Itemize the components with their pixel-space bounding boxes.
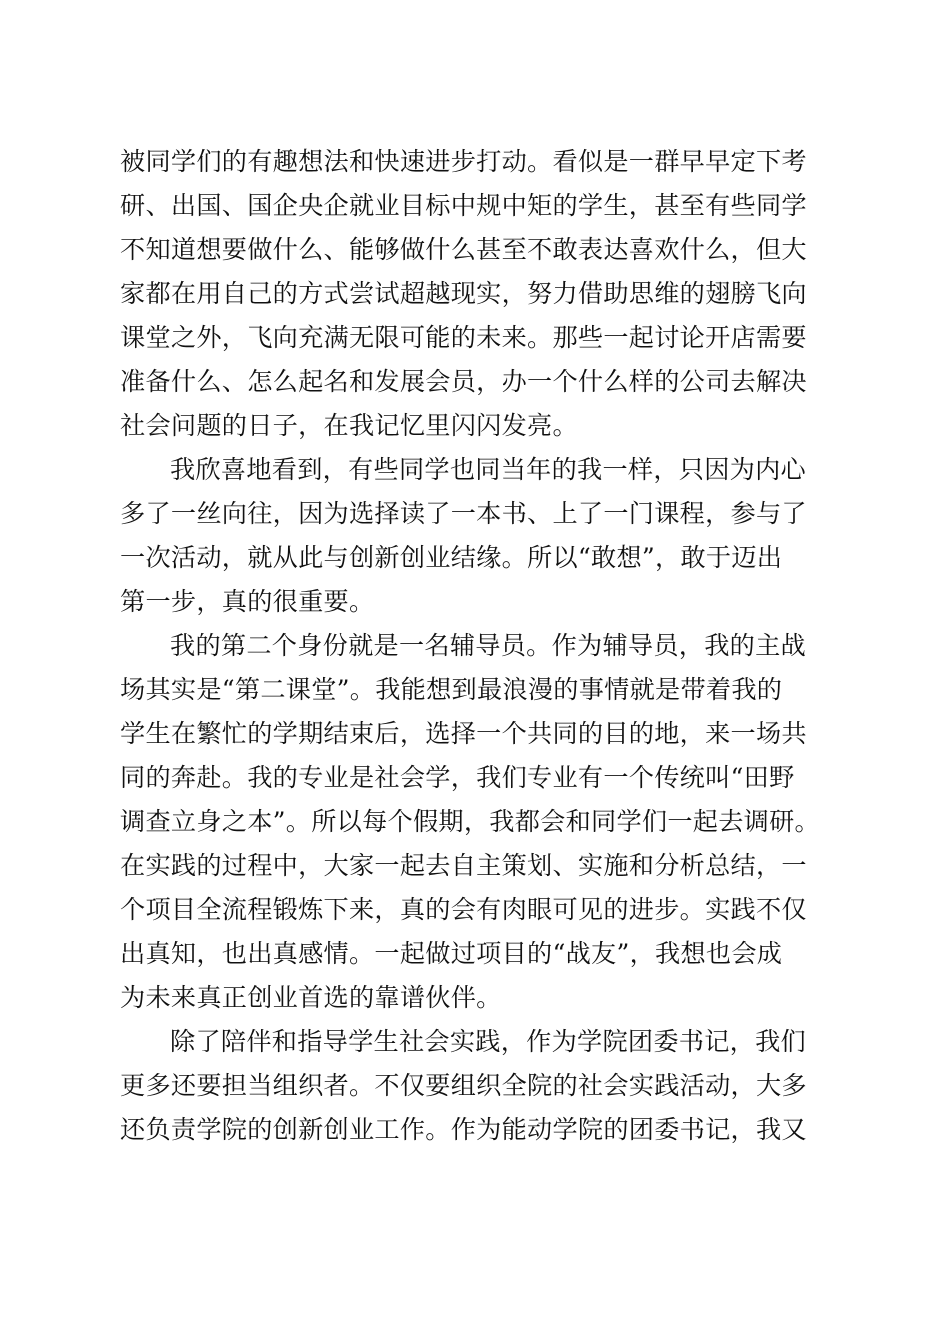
- text-line: 个项目全流程锻炼下来，真的会有肉眼可见的进步。实践不仅: [120, 895, 807, 924]
- text-line: 社会问题的日子，在我记忆里闪闪发亮。: [120, 411, 578, 440]
- text-line: 课堂之外，飞向充满无限可能的未来。那些一起讨论开店需要: [120, 323, 807, 352]
- text-line: 研、出国、国企央企就业目标中规中矩的学生，甚至有些同学: [120, 191, 807, 220]
- text-line: 除了陪伴和指导学生社会实践，作为学院团委书记，我们: [170, 1027, 806, 1056]
- text-line: 学生在繁忙的学期结束后，选择一个共同的目的地，来一场共: [120, 719, 807, 748]
- text-line: 我欣喜地看到，有些同学也同当年的我一样，只因为内心: [170, 455, 806, 484]
- text-line: 多了一丝向往，因为选择读了一本书、上了一门课程，参与了: [120, 499, 807, 528]
- text-line: 更多还要担当组织者。不仅要组织全院的社会实践活动，大多: [120, 1071, 807, 1100]
- text-line: 还负责学院的创新创业工作。作为能动学院的团委书记，我又: [120, 1115, 807, 1144]
- text-line: 不知道想要做什么、能够做什么甚至不敢表达喜欢什么，但大: [120, 235, 807, 264]
- text-line: 为未来真正创业首选的靠谱伙伴。: [120, 983, 502, 1012]
- text-line: 我的第二个身份就是一名辅导员。作为辅导员，我的主战: [170, 631, 806, 660]
- text-line: 同的奔赴。我的专业是社会学，我们专业有一个传统叫“田野: [120, 763, 795, 792]
- text-line: 在实践的过程中，大家一起去自主策划、实施和分析总结，一: [120, 851, 807, 880]
- text-line: 出真知，也出真感情。一起做过项目的“战友”，我想也会成: [120, 939, 783, 968]
- text-line: 一次活动，就从此与创新创业结缘。所以“敢想”，敢于迈出: [120, 543, 783, 572]
- text-line: 调查立身之本”。所以每个假期，我都会和同学们一起去调研。: [120, 807, 820, 836]
- text-line: 家都在用自己的方式尝试超越现实，努力借助思维的翅膀飞向: [120, 279, 807, 308]
- text-line: 场其实是“第二课堂”。我能想到最浪漫的事情就是带着我的: [120, 675, 783, 704]
- text-line: 准备什么、怎么起名和发展会员，办一个什么样的公司去解决: [120, 367, 807, 396]
- text-line: 第一步，真的很重要。: [120, 587, 375, 616]
- text-line: 被同学们的有趣想法和快速进步打动。看似是一群早早定下考: [120, 147, 807, 176]
